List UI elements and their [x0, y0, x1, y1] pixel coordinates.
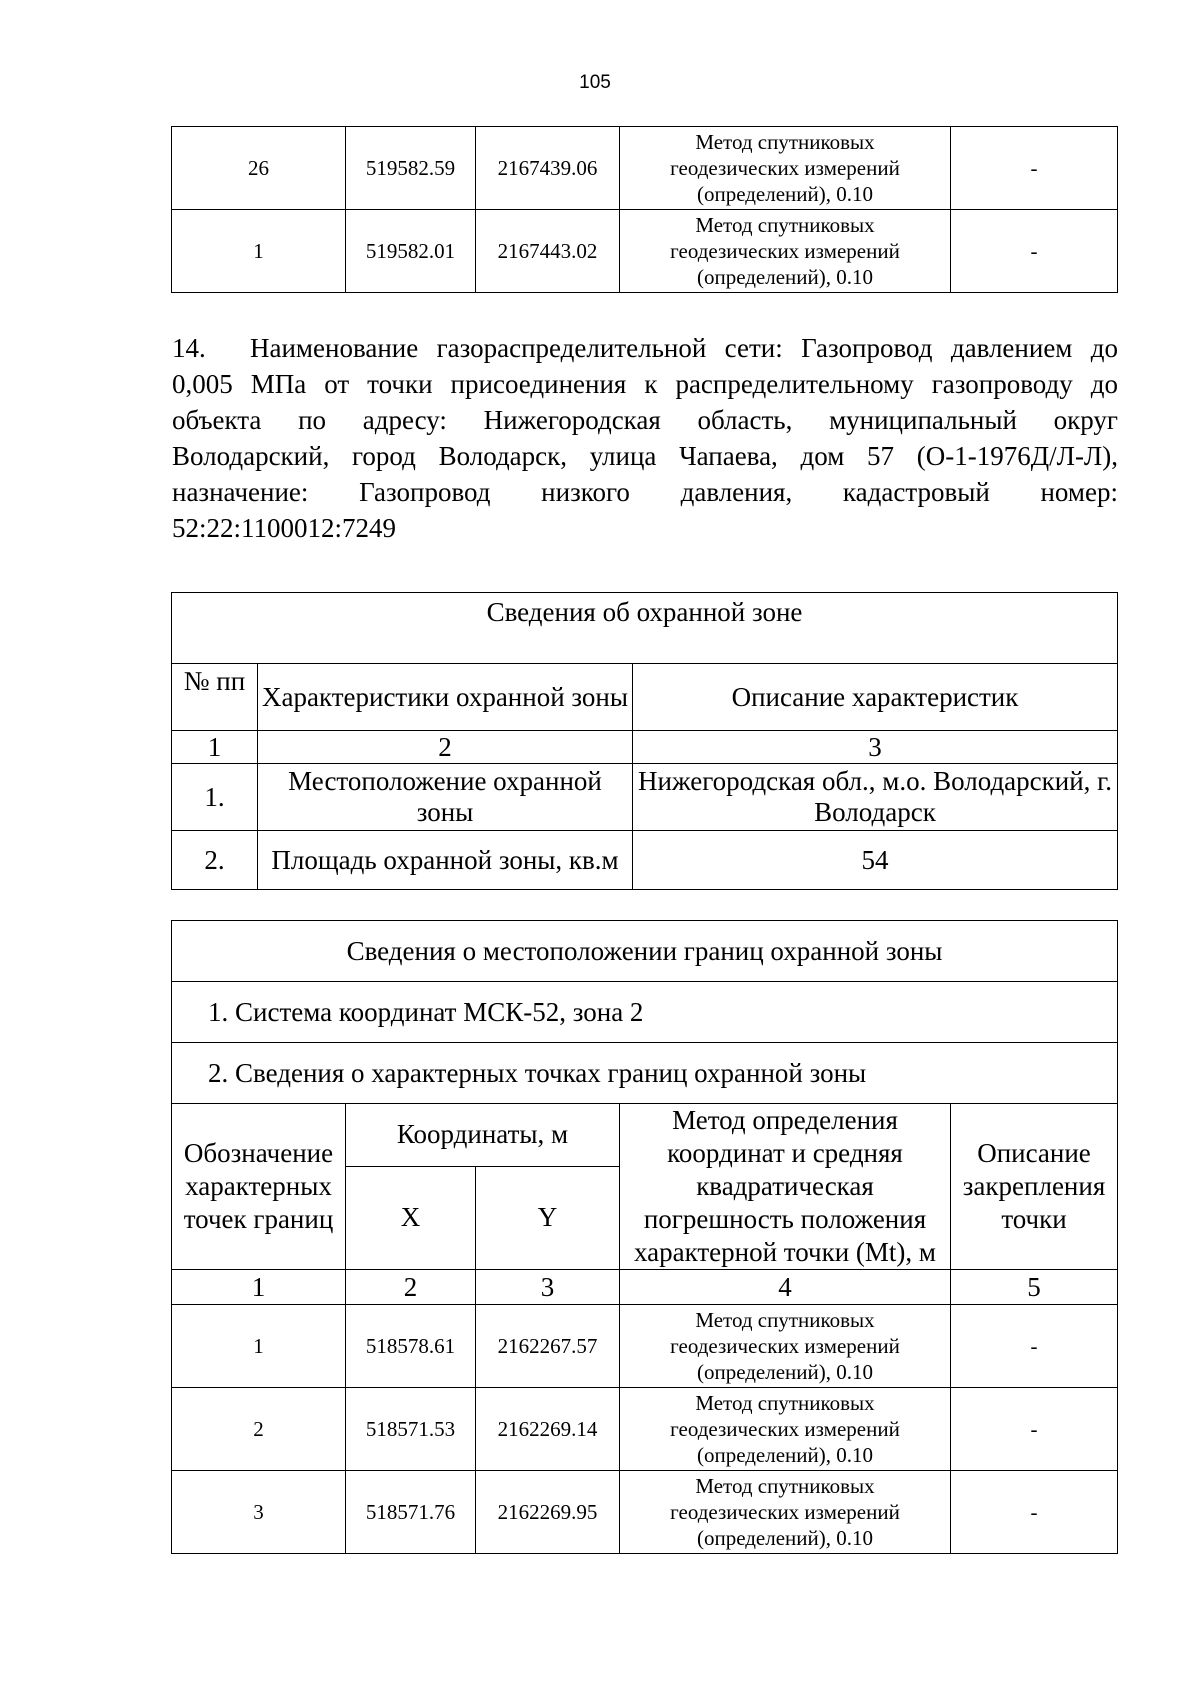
paragraph-line: Володарский, город Володарск, улица Чапаева, дом 57 (О-1-1976Д/Л-Л),	[172, 441, 1118, 471]
description-cell: -	[951, 210, 1118, 293]
header-number: № пп	[172, 664, 258, 731]
x-cell: 518571.53	[346, 1388, 476, 1471]
paragraph-line: 0,005 МПа от точки присоединения к распределительному газопроводу до	[172, 369, 1118, 399]
section-paragraph	[172, 330, 1118, 546]
header-method: Метод определения координат и средняя квадратическая погрешность положения характерной точки (Mt), м	[620, 1104, 951, 1270]
header-description: Описание закрепления точки	[951, 1104, 1118, 1270]
header-characteristics: Характеристики охранной зоны	[258, 664, 633, 731]
header-designation: Обозначение характерных точек границ	[172, 1104, 346, 1270]
x-cell: 518578.61	[346, 1305, 476, 1388]
table-row	[172, 1388, 1118, 1471]
page-number: 105	[579, 72, 611, 93]
column-numbers-row	[172, 1270, 1118, 1305]
table-row	[172, 1471, 1118, 1554]
table-title-row	[172, 593, 1118, 664]
row-number: 2.	[172, 831, 258, 890]
method-line: геодезических измерений	[670, 1334, 900, 1358]
method-line: Метод спутниковых	[695, 130, 875, 154]
coordinates-table-continued	[171, 126, 1118, 293]
description-cell: -	[951, 1388, 1118, 1471]
method-cell	[620, 127, 951, 210]
y-cell: 2162269.14	[476, 1388, 620, 1471]
header-y: Y	[476, 1166, 620, 1270]
paragraph-line: объекта по адресу: Нижегородская область, муниципальный округ	[172, 405, 1118, 435]
point-cell: 26	[172, 127, 346, 210]
method-line: геодезических измерений	[670, 239, 900, 263]
method-line: Метод спутниковых	[695, 1391, 875, 1415]
col-number: 5	[951, 1270, 1118, 1305]
method-line: Метод спутниковых	[695, 213, 875, 237]
coordinate-system: 1. Система координат МСК-52, зона 2	[172, 982, 1118, 1043]
x-cell: 519582.59	[346, 127, 476, 210]
table-row	[172, 1305, 1118, 1388]
col-number: 3	[476, 1270, 620, 1305]
section-number: 14.	[172, 333, 206, 363]
method-line: (определений), 0.10	[696, 1443, 874, 1467]
column-numbers-row	[172, 731, 1118, 764]
point-cell: 1	[172, 1305, 346, 1388]
point-cell: 3	[172, 1471, 346, 1554]
y-cell: 2167443.02	[476, 210, 620, 293]
col-number: 1	[172, 731, 258, 764]
point-cell: 2	[172, 1388, 346, 1471]
method-line: Метод спутниковых	[695, 1474, 875, 1498]
table-title: Сведения об охранной зоне	[172, 593, 1118, 664]
x-cell: 519582.01	[346, 210, 476, 293]
table-row	[172, 127, 1118, 210]
description-cell: -	[951, 127, 1118, 210]
row-name: Площадь охранной зоны, кв.м	[258, 831, 633, 890]
points-title-row	[172, 1043, 1118, 1104]
description-cell: -	[951, 1471, 1118, 1554]
paragraph-line: назначение: Газопровод низкого давления, кадастровый номер:	[172, 477, 1118, 507]
paragraph-line-text: Наименование газораспределительной сети: Газопровод давлением до	[250, 333, 1118, 363]
method-line: (определений), 0.10	[696, 1360, 874, 1384]
paragraph-line: 52:22:1100012:7249	[172, 513, 397, 543]
col-number: 1	[172, 1270, 346, 1305]
description-cell: -	[951, 1305, 1118, 1388]
method-line: геодезических измерений	[670, 1500, 900, 1524]
table-header-row	[172, 1104, 1118, 1167]
x-cell: 518571.76	[346, 1471, 476, 1554]
header-coordinates: Координаты, м	[346, 1104, 620, 1167]
method-line: геодезических измерений	[670, 1417, 900, 1441]
col-number: 2	[258, 731, 633, 764]
col-number: 3	[633, 731, 1118, 764]
y-cell: 2162267.57	[476, 1305, 620, 1388]
col-number: 2	[346, 1270, 476, 1305]
row-value: Нижегородская обл., м.о. Володарский, г. Володарск	[633, 764, 1118, 831]
method-cell	[620, 1305, 951, 1388]
col-number: 4	[620, 1270, 951, 1305]
table-title-row	[172, 921, 1118, 982]
method-cell	[620, 210, 951, 293]
header-x: X	[346, 1166, 476, 1270]
method-cell	[620, 1471, 951, 1554]
table-row	[172, 764, 1118, 831]
paragraph-line	[172, 330, 1118, 366]
point-cell: 1	[172, 210, 346, 293]
points-title: 2. Сведения о характерных точках границ охранной зоны	[172, 1043, 1118, 1104]
method-line: (определений), 0.10	[696, 1526, 874, 1550]
method-line: (определений), 0.10	[696, 182, 874, 206]
method-line: (определений), 0.10	[696, 265, 874, 289]
boundaries-table	[171, 920, 1118, 1554]
row-name: Местоположение охранной зоны	[258, 764, 633, 831]
y-cell: 2162269.95	[476, 1471, 620, 1554]
zone-info-table	[171, 592, 1118, 890]
row-number: 1.	[172, 764, 258, 831]
method-cell	[620, 1388, 951, 1471]
table-title: Сведения о местоположении границ охранной зоны	[172, 921, 1118, 982]
row-value: 54	[633, 831, 1118, 890]
table-header-row	[172, 664, 1118, 731]
y-cell: 2167439.06	[476, 127, 620, 210]
table-row	[172, 210, 1118, 293]
coordinate-system-row	[172, 982, 1118, 1043]
method-line: геодезических измерений	[670, 156, 900, 180]
method-line: Метод спутниковых	[695, 1308, 875, 1332]
table-row	[172, 831, 1118, 890]
header-description: Описание характеристик	[633, 664, 1118, 731]
